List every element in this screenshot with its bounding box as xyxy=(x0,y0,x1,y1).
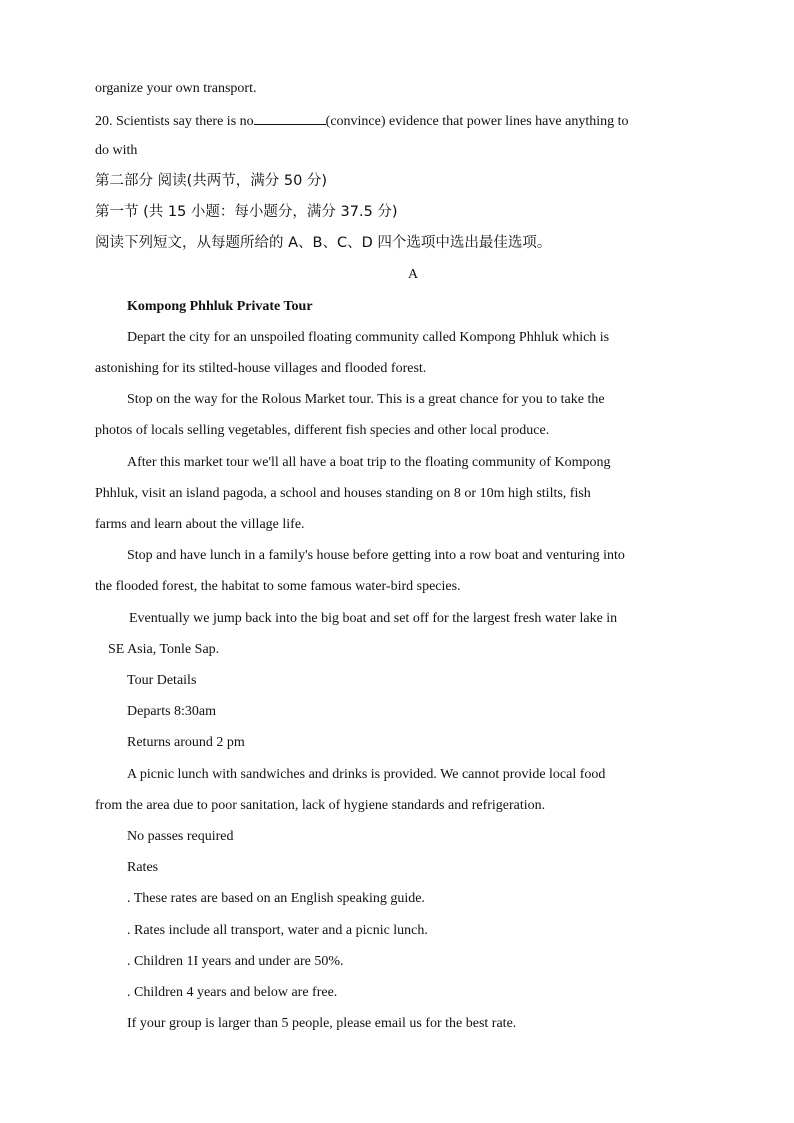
paragraph-5-line-1: Eventually we jump back into the big boat and set off for the largest fresh water lake in xyxy=(129,611,618,626)
rate-item: . Children 1I years and under are 50%. xyxy=(127,954,344,969)
paragraph-1-line-2: astonishing for its stilted-house villages and flooded forest. xyxy=(95,361,427,376)
rates-label: Rates xyxy=(127,860,159,875)
question-20-tail: do with xyxy=(95,143,138,158)
passage-title: Kompong Phhluk Private Tour xyxy=(127,299,313,314)
instructions: 阅读下列短文，从每题所给的 A、B、C、D 四个选项中选出最佳选项。 xyxy=(95,235,552,251)
paragraph-4-line-2: the flooded forest, the habitat to some famous water-bird species. xyxy=(95,579,461,594)
q19-tail-text: organize your own transport. xyxy=(95,81,257,96)
picnic-line-2: from the area due to poor sanitation, lack of hygiene standards and refrigeration. xyxy=(95,798,546,813)
group-note: If your group is larger than 5 people, please email us for the best rate. xyxy=(127,1016,517,1031)
paragraph-2-line-1: Stop on the way for the Rolous Market tour. This is a great chance for you to take the xyxy=(127,392,605,407)
section1-heading: 第一节 (共 15 小题：每小题分，满分 37.5 分) xyxy=(95,204,398,220)
rate-item: . Children 4 years and below are free. xyxy=(127,985,338,1000)
question-20-number: 20. xyxy=(95,114,113,129)
departs-time: Departs 8:30am xyxy=(127,704,217,719)
question-20-text-after: evidence that power lines have anything to xyxy=(385,114,629,129)
passes-note: No passes required xyxy=(127,829,234,844)
rate-item: . Rates include all transport, water and a picnic lunch. xyxy=(127,923,428,938)
rate-item: . These rates are based on an English speaking guide. xyxy=(127,891,425,906)
paragraph-3-line-3: farms and learn about the village life. xyxy=(95,517,305,532)
paragraph-2-line-2: photos of locals selling vegetables, different fish species and other local produce. xyxy=(95,423,550,438)
paragraph-4-line-1: Stop and have lunch in a family's house before getting into a row boat and venturing into xyxy=(127,548,625,563)
paragraph-5-line-2: SE Asia, Tonle Sap. xyxy=(108,642,220,657)
question-20 xyxy=(95,111,629,131)
picnic-line-1: A picnic lunch with sandwiches and drinks is provided. We cannot provide local food xyxy=(127,767,606,782)
paragraph-1-line-1: Depart the city for an unspoiled floating community called Kompong Phhluk which is xyxy=(127,330,610,345)
returns-time: Returns around 2 pm xyxy=(127,735,245,750)
part2-heading: 第二部分 阅读(共两节，满分 50 分) xyxy=(95,173,328,189)
tour-details-label: Tour Details xyxy=(127,673,197,688)
question-20-hint: (convince) xyxy=(325,114,386,129)
paragraph-3-line-1: After this market tour we'll all have a boat trip to the floating community of Kompong xyxy=(127,455,611,470)
question-20-blank[interactable] xyxy=(254,111,326,125)
question-20-text-before: Scientists say there is no xyxy=(116,114,254,129)
passage-label: A xyxy=(408,267,419,282)
paragraph-3-line-2: Phhluk, visit an island pagoda, a school and houses standing on 8 or 10m high stilts, fish xyxy=(95,486,591,501)
